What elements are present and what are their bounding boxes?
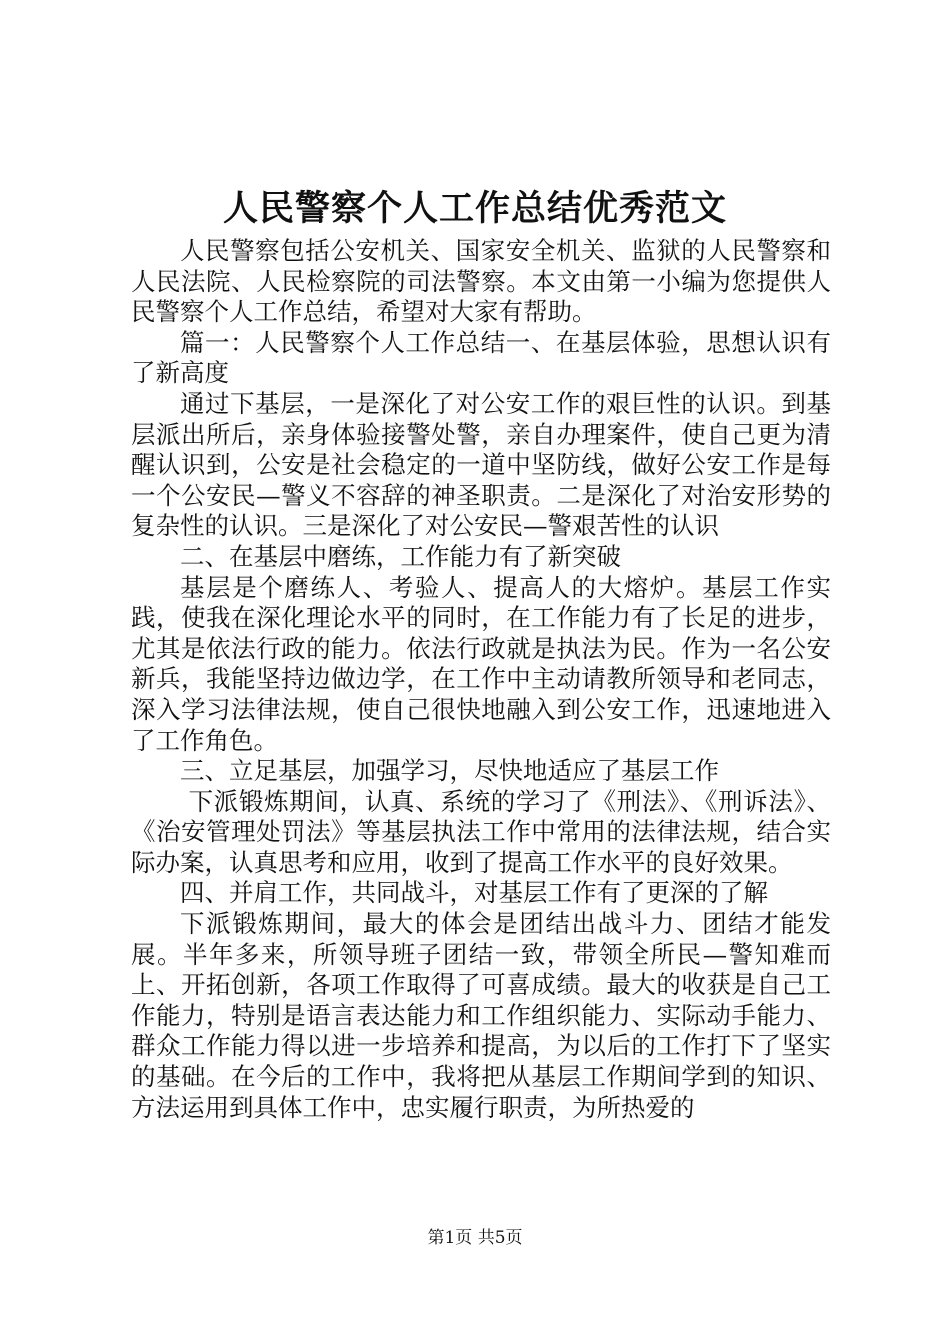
paragraph-intro: 人民警察包括公安机关、国家安全机关、监狱的人民警察和人民法院、人民检察院的司法警察。本文由第一小编为您提供人民警察个人工作总结，希望对大家有帮助。 <box>131 236 831 327</box>
document-body <box>131 236 831 1123</box>
paragraph-section-one-body: 通过下基层，一是深化了对公安工作的艰巨性的认识。到基层派出所后，亲身体验接警处警，亲自办理案件，使自己更为清醒认识到，公安是社会稳定的一道中坚防线，做好公安工作是每一个公安民—警义不容辞的神圣职责。二是深化了对治安形势的复杂性的认识。三是深化了对公安民—警艰苦性的认识 <box>131 388 831 541</box>
paragraph-section-three-body: 下派锻炼期间，认真、系统的学习了《刑法》、《刑诉法》、《治安管理处罚法》等基层执法工作中常用的法律法规，结合实际办案，认真思考和应用，收到了提高工作水平的良好效果。 <box>131 786 831 877</box>
document-title: 人民警察个人工作总结优秀范文 <box>222 188 727 229</box>
paragraph-section-one-heading: 篇一：人民警察个人工作总结一、在基层体验，思想认识有了新高度 <box>131 327 831 388</box>
paragraph-section-four-heading: 四、并肩工作，共同战斗，对基层工作有了更深的了解 <box>180 878 768 908</box>
paragraph-section-two-body: 基层是个磨练人、考验人、提高人的大熔炉。基层工作实践，使我在深化理论水平的同时，在工作能力有了长足的进步，尤其是依法行政的能力。依法行政就是执法为民。作为一名公安新兵，我能坚持边做边学，在工作中主动请教所领导和老同志，深入学习法律法规，使自己很快地融入到公安工作，迅速地进入了工作角色。 <box>131 572 831 755</box>
page-footer <box>0 1226 950 1250</box>
paragraph-section-four-body: 下派锻炼期间，最大的体会是团结出战斗力、团结才能发展。半年多来，所领导班子团结一致，带领全所民—警知难而上、开拓创新，各项工作取得了可喜成绩。最大的收获是自己工作能力，特别是语言表达能力和工作组织能力、实际动手能力、群众工作能力得以进一步培养和提高，为以后的工作打下了坚实的基础。在今后的工作中，我将把从基层工作期间学到的知识、方法运用到具体工作中，忠实履行职责，为所热爱的 <box>131 909 831 1122</box>
page-number-indicator: 第1页 共5页 <box>427 1228 523 1248</box>
paragraph-section-three-heading: 三、立足基层，加强学习，尽快地适应了基层工作 <box>180 756 719 786</box>
paragraph-section-two-heading: 二、在基层中磨练，工作能力有了新突破 <box>180 541 621 571</box>
